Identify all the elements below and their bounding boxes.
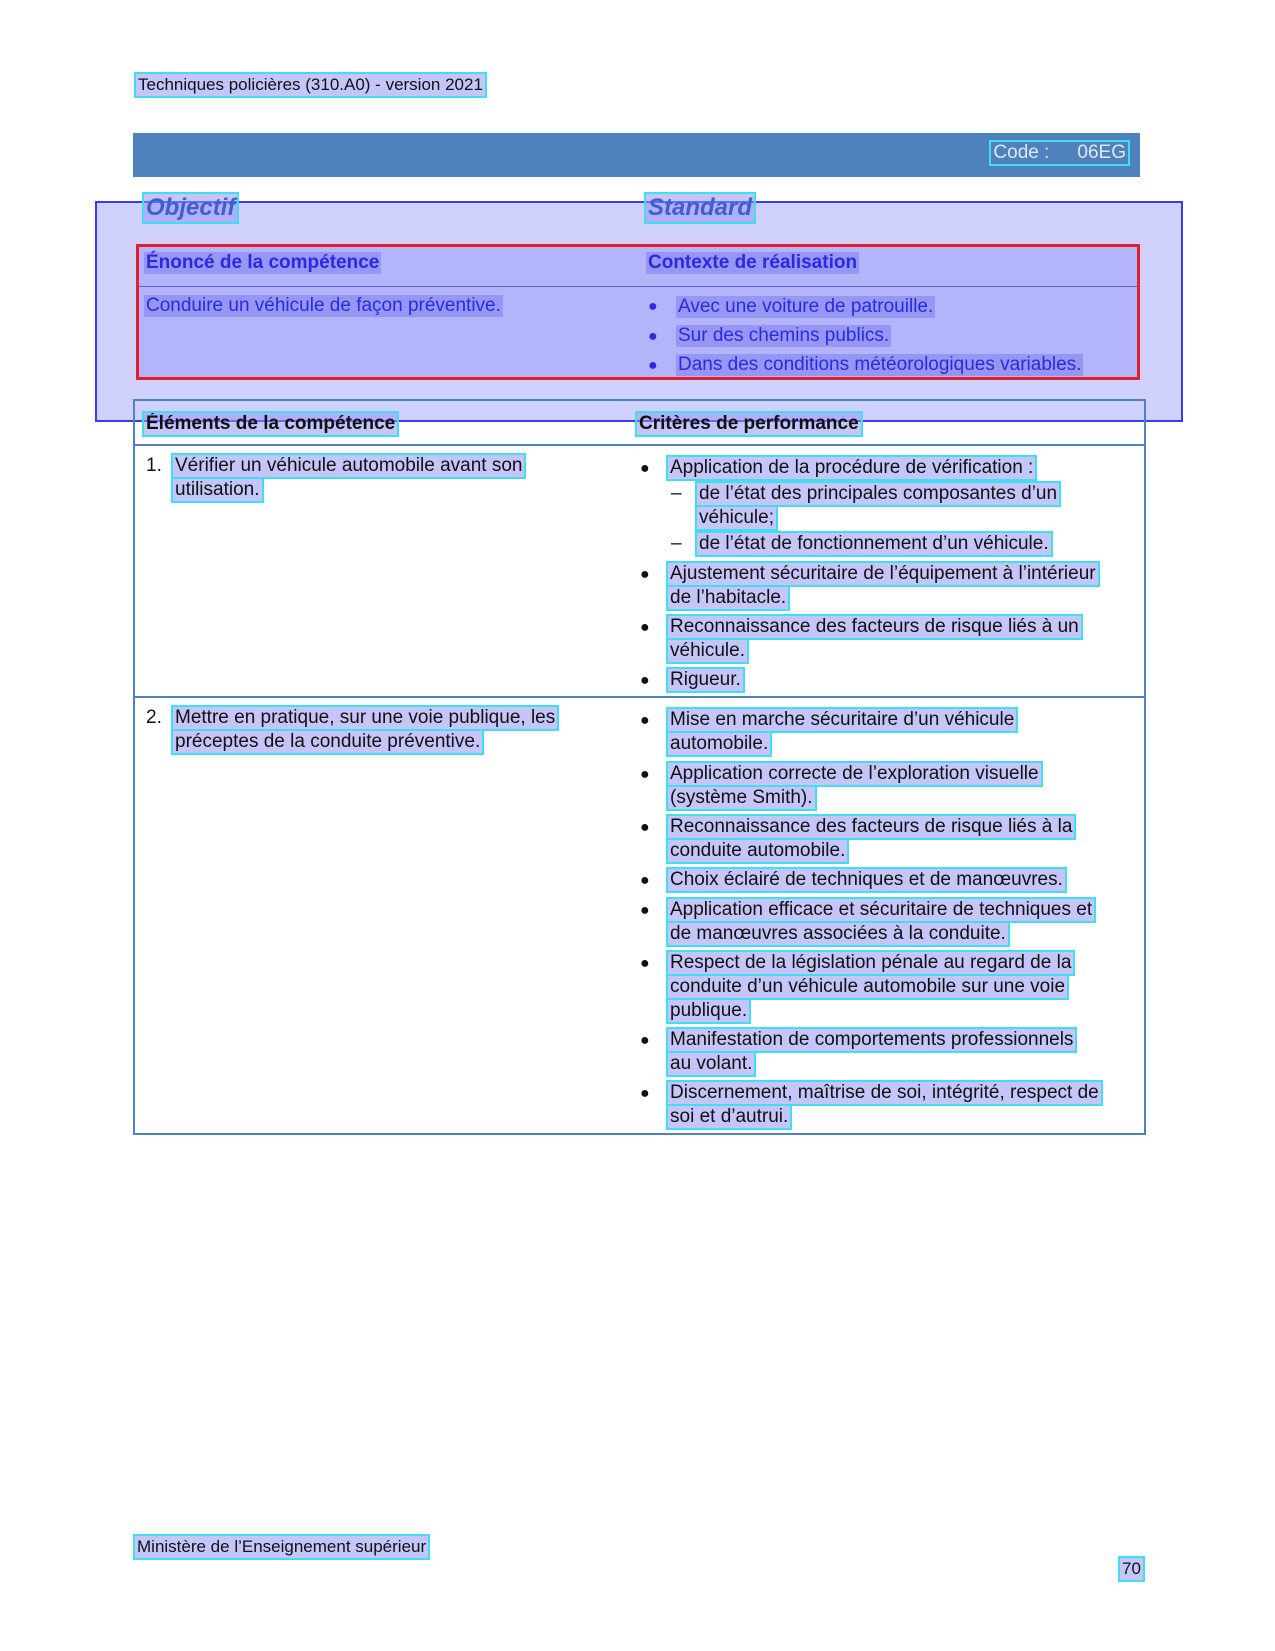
bullet-icon: ● <box>640 672 650 689</box>
table-row-divider <box>133 696 1146 698</box>
contexte-heading: Contexte de réalisation <box>648 252 858 273</box>
bullet-icon: ● <box>640 566 650 583</box>
element-number: 1. <box>146 455 162 476</box>
bullet-icon: ● <box>640 712 650 729</box>
bullet-icon: ● <box>640 766 650 783</box>
criterion-text: Ajustement sécuritaire de l’équipement à l’intérieur <box>670 563 1096 584</box>
bullet-icon: ● <box>640 902 650 919</box>
col-criteres-header: Critères de performance <box>639 413 859 434</box>
bullet-icon: ● <box>648 298 658 315</box>
element-number: 2. <box>146 707 162 728</box>
code-band <box>133 133 1140 177</box>
criterion-text: (système Smith). <box>670 787 813 808</box>
criterion-text: automobile. <box>670 733 769 754</box>
standard-heading: Standard <box>648 194 753 221</box>
contexte-item: Dans des conditions météorologiques variables. <box>678 354 1082 375</box>
contexte-item: Sur des chemins publics. <box>678 325 890 346</box>
bullet-icon: ● <box>648 328 658 345</box>
criterion-text: Reconnaissance des facteurs de risque liés à la <box>670 816 1073 837</box>
criterion-text: Reconnaissance des facteurs de risque liés à un <box>670 616 1079 637</box>
criterion-text: véhicule; <box>699 507 774 528</box>
criterion-text: Manifestation de comportements professionnels <box>670 1029 1074 1050</box>
page-number: 70 <box>1122 1559 1141 1578</box>
page-header: Techniques policières (310.A0) - version 2021 <box>138 75 483 94</box>
col-elements-header: Éléments de la compétence <box>146 413 396 434</box>
element-text: Mettre en pratique, sur une voie publique, les <box>175 707 556 728</box>
code-label-text: Code : <box>993 142 1050 163</box>
table-header-divider <box>133 444 1146 446</box>
dash-icon: – <box>671 533 682 554</box>
dash-icon: – <box>671 483 682 504</box>
element-text: préceptes de la conduite préventive. <box>175 731 481 752</box>
bullet-icon: ● <box>648 357 658 374</box>
criterion-text: Application de la procédure de vérification : <box>670 457 1034 478</box>
bullet-icon: ● <box>640 619 650 636</box>
criterion-text: Choix éclairé de techniques et de manœuvres. <box>670 869 1063 890</box>
footer-ministry: Ministère de l’Enseignement supérieur <box>137 1537 427 1556</box>
element-text: utilisation. <box>175 479 260 500</box>
bullet-icon: ● <box>640 1032 650 1049</box>
bullet-icon: ● <box>640 460 650 477</box>
criterion-text: soi et d’autrui. <box>670 1106 789 1127</box>
code-label <box>991 142 1128 164</box>
criterion-text: Respect de la législation pénale au regard de la <box>670 952 1072 973</box>
criterion-text: de l’état de fonctionnement d’un véhicule. <box>699 533 1049 554</box>
element-text: Vérifier un véhicule automobile avant son <box>175 455 523 476</box>
bullet-icon: ● <box>640 955 650 972</box>
code-value: 06EG <box>1077 142 1126 163</box>
bullet-icon: ● <box>640 872 650 889</box>
objectif-heading: Objectif <box>146 194 236 221</box>
criterion-text: Rigueur. <box>670 669 741 690</box>
criterion-text: de l’état des principales composantes d’un <box>699 483 1058 504</box>
criterion-text: au volant. <box>670 1053 753 1074</box>
criterion-text: conduite automobile. <box>670 840 846 861</box>
criterion-text: Application efficace et sécuritaire de techniques et <box>670 899 1093 920</box>
criterion-text: publique. <box>670 1000 748 1021</box>
bullet-icon: ● <box>640 819 650 836</box>
criterion-text: Mise en marche sécuritaire d’un véhicule <box>670 709 1015 730</box>
criterion-text: Discernement, maîtrise de soi, intégrité, respect de <box>670 1082 1099 1103</box>
criterion-text: véhicule. <box>670 640 745 661</box>
criterion-text: de l’habitacle. <box>670 587 787 608</box>
criterion-text: conduite d’un véhicule automobile sur une voie <box>670 976 1066 997</box>
criterion-text: de manœuvres associées à la conduite. <box>670 923 1006 944</box>
enonce-text: Conduire un véhicule de façon préventive. <box>146 295 501 316</box>
enonce-heading: Énoncé de la compétence <box>146 252 380 273</box>
criterion-text: Application correcte de l’exploration visuelle <box>670 763 1039 784</box>
bullet-icon: ● <box>640 1085 650 1102</box>
box-divider <box>139 286 1137 287</box>
contexte-item: Avec une voiture de patrouille. <box>678 296 934 317</box>
